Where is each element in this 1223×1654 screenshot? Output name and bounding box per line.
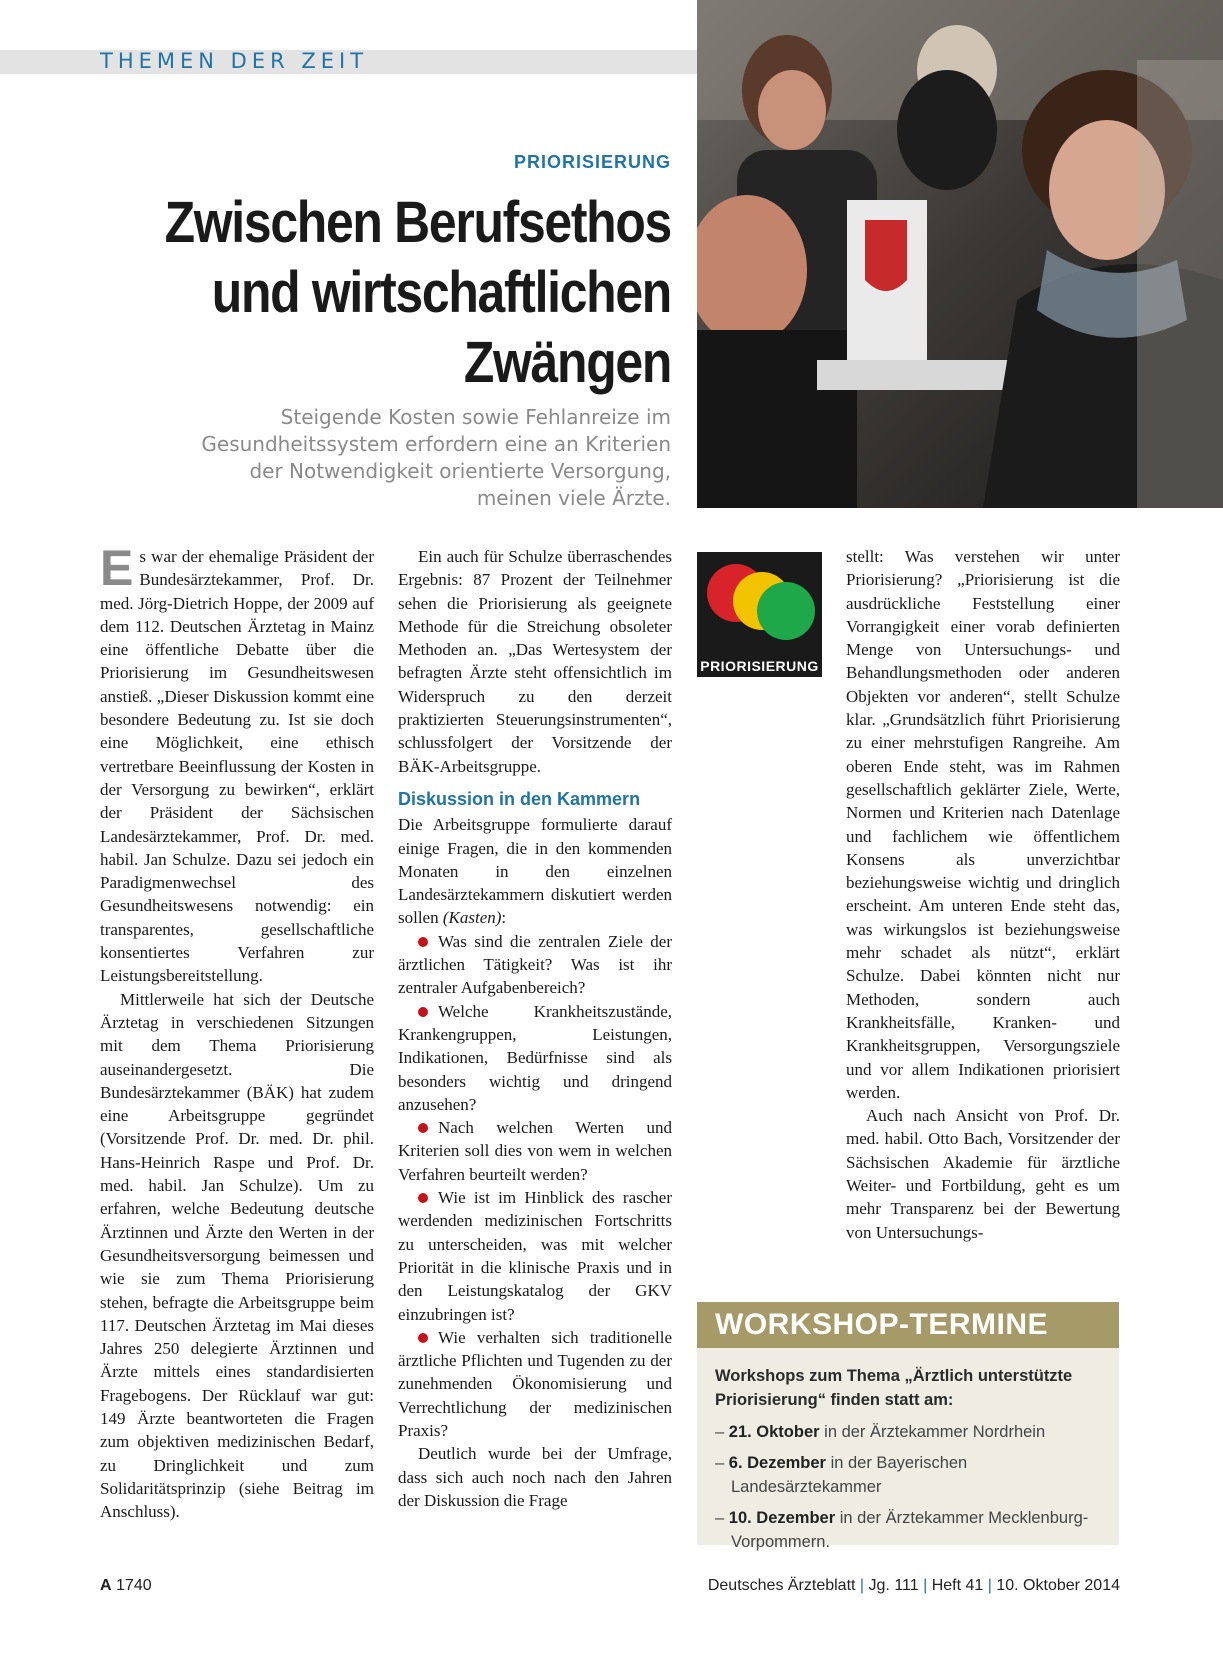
bullet-item (398, 1186, 672, 1326)
bullet-text: Was sind die zentralen Ziele der ärztlichen Tätigkeit? Was ist ihr zentraler Aufgabenbereich? (398, 931, 672, 998)
paragraph (100, 540, 374, 988)
journal-volume: Jg. 111 (868, 1577, 919, 1594)
article-column-1 (100, 540, 374, 1523)
workshop-place: in der Bayerischen Landesärztekammer (731, 1454, 968, 1496)
workshop-place: in der Ärztekammer Nordrhein (824, 1423, 1046, 1441)
priorisierung-logo (697, 552, 822, 677)
workshop-box-title: WORKSHOP-TERMINE (697, 1302, 1119, 1348)
workshop-date: 10. Dezember (728, 1509, 836, 1527)
journal-date: 10. Oktober 2014 (996, 1577, 1120, 1594)
journal-name: Deutsches Ärzteblatt (707, 1577, 856, 1594)
paragraph-text: s war der ehemalige Präsident der Bundesärztekammer, Prof. Dr. med. Jörg-Dietrich Hoppe, der 2009 auf dem 112. Deutschen Ärztetag in Mainz eine öffentliche Debatte über die Priorisierung im Gesundheitswesen anstieß. „Dieser Diskussion kommt eine besondere Bedeutung zu. Ist sie doch eine Möglichkeit, eine ethisch vertretbare Beeinflussung der Kosten in der Versorgung zu bewirken“, erklärt der Präsident der Sächsischen Landesärztekammer, Prof. Dr. med. habil. Jan Schulze. Dazu sei jedoch ein Paradigmenwechsel des Gesundheitswesens notwendig: ein transparentes, gesellschaftliche konsentiertes Verfahren zur Leistungsbereitstellung. (100, 547, 374, 986)
workshop-item: – 10. Dezember in der Ärztekammer Mecklenburg-Vorpommern. (715, 1509, 1089, 1551)
article-headline (155, 188, 671, 398)
green-circle-icon (757, 582, 815, 640)
article-column-4 (846, 545, 1120, 1244)
headline-line-1: Zwischen Berufsethos (164, 190, 671, 255)
lead-line-2: Gesundheitssystem erfordern eine an Kriterien (201, 432, 671, 456)
journal-issue: Heft 41 (931, 1577, 984, 1594)
bullet-item (398, 930, 672, 1000)
article-photo (697, 0, 1223, 508)
page-prefix: A (100, 1577, 112, 1594)
journal-info (708, 1577, 1120, 1595)
article-lead (111, 404, 671, 512)
bullet-dot-icon (418, 1193, 428, 1203)
bullet-text: Wie ist im Hinblick des rascher werdenden medizinischen Fortschritts zu unterscheiden, was mit welcher Priorität in die klinische Praxis und in den Leistungskatalog der GKV einzubringen ist? (398, 1188, 672, 1324)
subheading: Diskussion in den Kammern (398, 788, 641, 809)
bullet-item (398, 1326, 672, 1442)
bullet-item (398, 1000, 672, 1116)
section-label: THEMEN DER ZEIT (100, 49, 369, 73)
workshop-box (697, 1302, 1119, 1551)
article-column-2 (398, 545, 672, 1512)
headline-line-2: und wirtschaftlichen (211, 260, 672, 325)
paragraph: Mittlerweile hat sich der Deutsche Ärztetag in verschiedenen Sitzungen mit dem Thema Priorisierung auseinandergesetzt. Die Bundesärztekammer (BÄK) hat zudem eine Arbeitsgruppe gegründet (Vorsitzende Prof. Dr. med. Dr. phil. Hans-Heinrich Raspe und Prof. Dr. med. habil. Jan Schulze). Um zu erfahren, welche Bedeutung deutsche Ärztinnen und Ärzte den Werten in der Gesundheitsversorgung beimessen und wie sie zum Thema Priorisierung stehen, befragte die Arbeitsgruppe beim 117. Deutschen Ärztetag im Mai dieses Jahres 250 delegierte Ärztinnen und Ärzte mittels eines standardisierten Fragebogens. Der Rücklauf war gut: 149 Ärzte beantworteten die Fragen zum objektiven medizinischen Bedarf, zu Dringlichkeit und zum Solidaritätsprinzip (siehe Beitrag im Anschluss). (100, 989, 374, 1522)
bullet-text: Welche Krankheitszustände, Krankengruppen, Leistungen, Indikationen, Bedürfnisse sind als besonders wichtig und dringend anzusehen? (398, 1001, 672, 1114)
paragraph: stellt: Was verstehen wir unter Priorisierung? „Priorisierung ist die ausdrückliche Feststellung einer Vorrangigkeit einer vorab definierten Menge von Untersuchungs- und Behandlungsmethoden oder anderen Objekten vor anderen“, stellt Schulze klar. „Grundsätzlich führt Priorisierung zu einer mehrstufigen Rangreihe. Am oberen Ende steht, was im Rahmen gesellschaftlich geklärter Ziele, Werte, Normen und Kriterien nach Datenlage und fachlichem wie öffentlichem Konsens als unverzichtbar beziehungsweise wichtig und dringlich erscheint. Am unteren Ende steht das, was wirkungslos ist beziehungsweise mehr schadet als nützt“, erklärt Schulze. Dabei könnten nicht nur Methoden, sondern auch Krankheitsfälle, Kranken- und Krankheitsgruppen, Versorgungsziele und vor allem Indikationen priorisiert werden. (846, 547, 1120, 1102)
workshop-item: – 6. Dezember in der Bayerischen Landesärztekammer (715, 1454, 968, 1496)
box-reference: (Kasten) (442, 908, 502, 928)
paragraph (398, 813, 672, 929)
paragraph: Auch nach Ansicht von Prof. Dr. med. habil. Otto Bach, Vorsitzender der Sächsischen Akademie für ärztliche Weiter- und Fortbildung, geht es um mehr Transparenz bei der Bewertung von Untersuchungs- (846, 1106, 1120, 1242)
conference-photo-illustration (697, 0, 1223, 508)
workshop-item: – 21. Oktober in der Ärztekammer Nordrhein (715, 1423, 1046, 1441)
headline-line-3: Zwängen (463, 330, 671, 395)
workshop-intro: Workshops zum Thema „Ärztlich unterstützte Priorisierung“ finden statt am: (715, 1367, 1073, 1409)
paragraph-text: Die Arbeitsgruppe formulierte darauf einige Fragen, die in den kommenden Monaten in den einzelnen Landesärztekammern diskutiert werden sollen (398, 815, 672, 928)
bullet-dot-icon (418, 1333, 428, 1343)
workshop-date: 21. Oktober (728, 1423, 820, 1441)
bullet-text: Wie verhalten sich traditionelle ärztliche Pflichten und Tugenden zu der zunehmenden Ökonomisierung und Verrechtlichung der medizinischen Praxis? (398, 1327, 672, 1440)
lead-line-3: der Notwendigkeit orientierte Versorgung, (249, 459, 671, 483)
logo-label: PRIORISIERUNG (700, 658, 819, 674)
paragraph-punctuation: : (501, 908, 507, 928)
workshop-date: 6. Dezember (728, 1454, 826, 1472)
separator: | (923, 1577, 928, 1594)
page-value: 1740 (116, 1577, 152, 1594)
drop-cap: E (100, 540, 134, 596)
bullet-dot-icon (418, 937, 428, 947)
bullet-item (398, 1116, 672, 1186)
paragraph: Deutlich wurde bei der Umfrage, dass sich auch noch nach den Jahren der Diskussion die Frage (398, 1444, 672, 1510)
separator: | (987, 1577, 992, 1594)
lead-line-4: meinen viele Ärzte. (476, 486, 671, 510)
workshop-place: in der Ärztekammer Mecklenburg-Vorpommern. (731, 1509, 1089, 1551)
paragraph: Ein auch für Schulze überraschendes Ergebnis: 87 Prozent der Teilnehmer sehen die Priorisierung als geeignete Methode für die Streichung obsoleter Methoden an. „Das Wertesystem der befragten Ärzte steht offensichtlich im Widerspruch zu den derzeit praktizierten Steuerungsinstrumenten“, schlussfolgert der Vorsitzende der BÄK-Arbeitsgruppe. (398, 547, 672, 776)
page-number (100, 1577, 152, 1595)
separator: | (859, 1577, 865, 1594)
lead-line-1: Steigende Kosten sowie Fehlanreize im (280, 405, 671, 429)
bullet-text: Nach welchen Werten und Kriterien soll dies von wem in welchen Verfahren beurteilt werden? (398, 1118, 672, 1184)
bullet-dot-icon (418, 1007, 428, 1017)
article-kicker: PRIORISIERUNG (513, 152, 671, 172)
